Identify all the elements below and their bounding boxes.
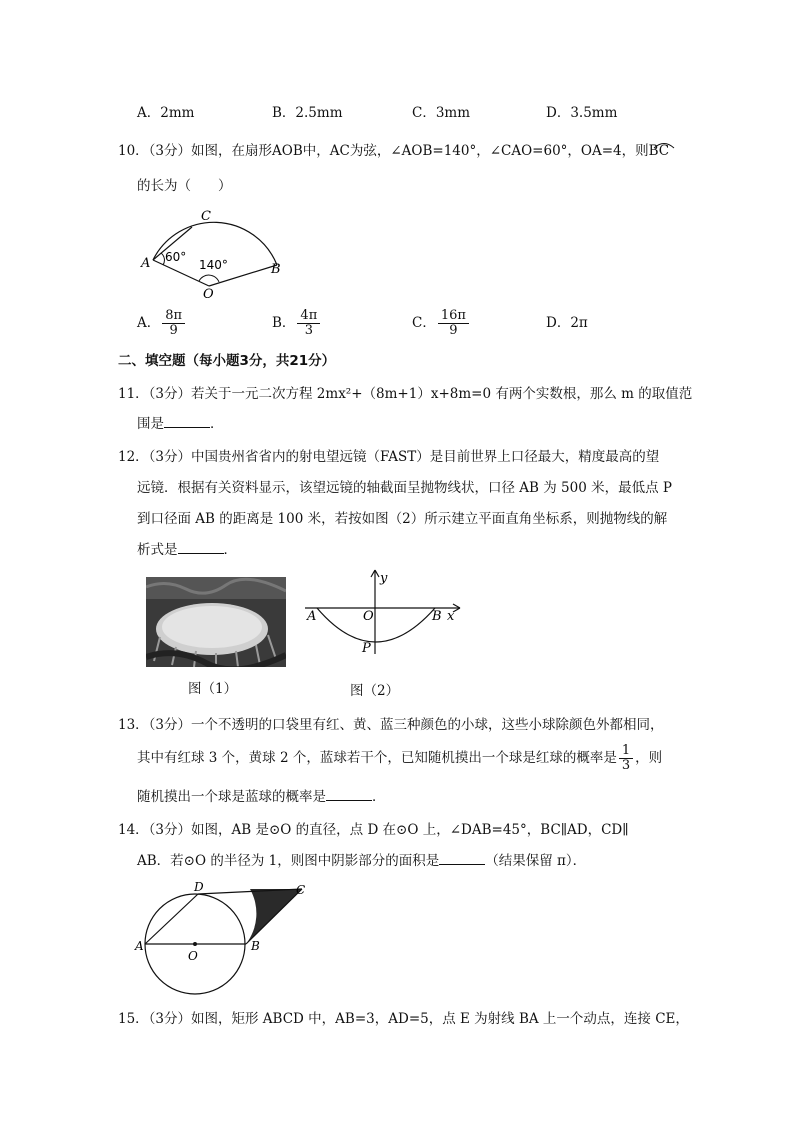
label-angle-140: 140° [199,258,228,272]
q10-option-c [412,309,471,338]
sector-figure [135,205,295,300]
circle-figure [134,880,314,1000]
q9-option-d: D．3.5mm [546,105,618,121]
label-a: A [135,939,144,953]
q13-text-line3 [137,787,386,807]
label-o: O [188,949,198,963]
q10-option-b-den: 3 [304,323,313,338]
q11-text-line1: 11．（3分）若关于一元二次方程 2mx²+（8m+1）x+8m=0 有两个实数根，那么 m 的取值范 [118,386,693,402]
q10-text-line1: 10．（3分）如图，在扇形AOB中，AC为弦，∠AOB=140°，∠CAO=60°，OA=4，则BC [118,143,670,159]
q13-text-line3a: 随机摸出一个球是蓝球的概率是 [137,789,326,805]
q10-option-a-num: 8π [162,309,185,324]
q11-text-line2b: ． [210,416,224,432]
chord-ad [145,894,198,944]
angle-o-arc [199,275,219,282]
label-angle-60: 60° [165,250,187,264]
q13-frac-num: 1 [619,744,633,759]
label-d: D [194,880,204,894]
q10-option-b [272,309,322,338]
q13-frac-den: 3 [621,758,631,773]
label-x: x [447,609,455,624]
q9-option-c: C．3mm [412,105,471,121]
q10-option-a-den: 9 [169,323,178,338]
q13-answer-blank [326,788,372,801]
q14-text-line1: 14．（3分）如图，AB 是⊙O 的直径，点 D 在⊙O 上，∠DAB=45°，BC∥AD，CD∥ [118,822,629,838]
q10-text-line2: 的长为（ ） [137,178,232,194]
label-b: B [432,609,442,624]
q13-text-line1: 13．（3分）一个不透明的口袋里有红、黄、蓝三种颜色的小球，这些小球除颜色外都相同， [118,717,664,733]
q13-text-line2b: ，则 [635,750,663,766]
q14-answer-blank [439,852,485,865]
label-o: O [203,287,214,300]
q14-text-line2a: AB．若⊙O 的半径为 1，则图中阴影部分的面积是 [137,853,440,869]
q10-option-d: D．2π [546,315,588,331]
label-y: y [380,571,388,586]
q12-text-line4b: ． [223,542,237,558]
center-dot [193,942,197,946]
q14-text-line2b: （结果保留 π）． [485,853,587,869]
label-p: P [362,641,371,656]
label-b: B [251,939,260,953]
q12-answer-blank [178,541,224,554]
q14-text-line2 [137,851,586,871]
q13-text-line2 [137,742,662,774]
q11-text-line2a: 围是 [137,416,164,432]
angle-a-arc [161,253,164,265]
q11-answer-blank [164,415,210,428]
label-o: O [363,609,374,624]
section-title: 二、填空题（每小题3分，共21分） [118,353,336,369]
q15-text-line1: 15．（3分）如图，矩形 ABCD 中，AB=3，AD=5，点 E 为射线 BA 上一个动点，连接 CE， [118,1011,689,1027]
q10-option-b-num: 4π [297,309,320,324]
q11-text-line2 [137,414,224,434]
label-b: B [271,262,281,277]
label-a: A [141,256,151,271]
q12-text-line4 [137,540,237,560]
q10-option-a-label: A． [137,315,161,331]
q9-option-b: B．2.5mm [272,105,343,121]
arc-symbol-icon [653,137,675,145]
q10-option-b-label: B． [272,315,296,331]
figure2-caption: 图（2） [350,683,400,699]
q10-option-c-den: 9 [449,323,458,338]
q10-option-a [137,309,187,338]
label-c: C [201,209,211,224]
parabola-curve [317,608,435,642]
label-c: C [296,883,306,897]
q12-text-line4a: 析式是 [137,542,178,558]
q9-option-a: A．2mm [137,105,195,121]
q13-text-line3b: ． [372,789,386,805]
figure1-caption: 图（1） [188,681,238,697]
label-a: A [307,609,317,624]
q12-text-line2: 远镜．根据有关资料显示，该望远镜的轴截面呈抛物线状，口径 AB 为 500 米，最低点 P [137,480,672,496]
q13-text-line2a: 其中有红球 3 个，黄球 2 个，蓝球若干个，已知随机摸出一个球是红球的概率是 [137,750,617,766]
telescope-photo [146,577,286,667]
q10-option-c-num: 16π [438,309,469,324]
q10-option-c-label: C． [412,315,436,331]
q12-text-line1: 12．（3分）中国贵州省省内的射电望远镜（FAST）是目前世界上口径最大，精度最高的望 [118,449,660,465]
q12-text-line3: 到口径面 AB 的距离是 100 米，若按如图（2）所示建立平面直角坐标系，则抛物线的解 [137,511,668,527]
parabola-figure [300,566,470,661]
